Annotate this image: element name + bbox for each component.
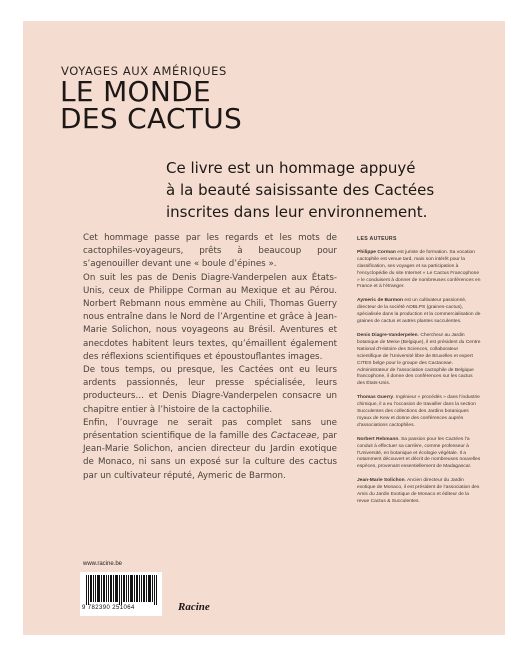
blurb-paragraph-4-italic: Cactaceae (270, 431, 317, 442)
author-bio: . Chercheur au Jardin botanique de Meise (Belgique), il est président du Centre National d’Histoire des Sciences, collaborateur scientifique de l’Université libre de Bruxelles et expert CITES belge pour le groupe des Cactaceae. Administrateur de l’association cactophile de Belgique francophone, il donne des conférences sur les cactus des États-Unis. (357, 332, 481, 387)
series-title: VOYAGES AUX AMÉRIQUES (61, 64, 227, 78)
author-bio: . Ingénieur « procédés » dans l’industrie chimique, il a eu l’occasion de travailler dans la section Succulentes des collections des Jardins botaniques royaux de Kew et donne des conférences auprès d’associations cactophiles. (357, 395, 480, 428)
isbn-barcode (80, 572, 162, 616)
authors-heading: LES AUTEURS (357, 236, 397, 242)
book-title-line-1: LE MONDE (60, 75, 211, 108)
author-name: Thomas Guerry (357, 395, 394, 401)
author-name: Aymeric de Barmon (357, 298, 404, 304)
author-entry (357, 250, 481, 291)
author-bio: est un cultivateur passionné, directeur de la société ADBLPS (graines-cactus), spécialisée dans la production et la commercialisation de graines de cactus et autres plantes succulentes. (357, 298, 481, 325)
authors-column (357, 236, 481, 513)
author-entry (357, 437, 481, 472)
blurb-paragraph-1: Cet hommage passe par les regards et les mots de cactophiles-voyageurs, prêts à beaucoup pour s’agenouiller devant une « boule d’épines ». (83, 233, 337, 270)
isbn-digits: 9 782390 251064 (82, 605, 135, 611)
publisher-logo: Racine (178, 601, 210, 613)
author-entry (357, 478, 481, 506)
author-entry (357, 395, 481, 430)
blurb-paragraph-4-start: Enfin, l’ouvrage ne serait pas complet sans une présentation scientifique de la famille des (83, 417, 337, 442)
author-name: Denis Diagre-Vanderpelen (357, 332, 418, 338)
author-name: Norbert Rebmann (357, 436, 399, 442)
author-name: Philippe Corman (357, 249, 396, 255)
author-bio: est juriste de formation. Sa vocation cactophile est venue tard, mais son intérêt pour la classification, ses voyages et sa participation à l’encyclopédie du site Internet « Le Cactus Francophone » le conduisent à donner de nombreuses conférences en France et à l’étranger. (357, 249, 481, 290)
blurb-paragraph-4 (83, 417, 337, 483)
blurb-paragraph-3: De tous temps, ou presque, les Cactées ont eu leurs ardents passionnés, leur presse spécialisée, leurs producteurs… et Denis Diagre-Vanderpelen consacre un chapitre entier à l’histoire de la cactophilie. (83, 365, 337, 415)
lead-line-3: inscrites dans leur environnement. (166, 203, 428, 221)
barcode-bars (86, 575, 158, 605)
book-title-line-2: DES CACTUS (60, 102, 243, 135)
author-bio: . Ancien directeur du Jardin exotique de Monaco, il est président de l’association des Amis du Jardin Exotique de Monaco et éditeur de la revue Cactus & Succulentes. (357, 478, 480, 504)
author-entry (357, 298, 481, 326)
lead-paragraph (166, 157, 466, 223)
blurb-text (83, 232, 337, 483)
blurb-paragraph-4-end: , par Jean-Marie Solichon, ancien directeur du Jardin exotique de Monaco, ni sans un exposé sur la culture des cactus par un cultivateur réputé, Aymeric de Barmon. (83, 431, 337, 481)
author-name: Jean-Marie Solichon (357, 478, 405, 484)
author-entry (357, 333, 481, 388)
book-title (60, 75, 360, 135)
lead-line-2: à la beauté saisissante des Cactées (166, 181, 435, 199)
publisher-website: www.racine.be (83, 561, 123, 567)
lead-line-1: Ce livre est un hommage appuyé (166, 159, 416, 177)
blurb-paragraph-2: On suit les pas de Denis Diagre-Vanderpelen aux États-Unis, ceux de Philippe Corman au Mexique et au Pérou. Norbert Rebmann nous emmène au Chili, Thomas Guerry nous entraîne dans le Nord de l’Argentine et grâce à Jean-Marie Solichon, nous voyageons au Brésil. Aventures et anecdotes habitent leurs textes, qu’émaillent également des réflexions scientifiques et époustouflantes images. (83, 272, 337, 362)
author-bio: . Sa passion pour les Cactées l’a conduit à effectuer sa carrière, comme professeur à l’Université, en botanique et écologie végétale. Il a notamment découvert et décrit de nombreuses nouvelles espèces, provenant essentiellement de Madagascar. (357, 436, 481, 470)
